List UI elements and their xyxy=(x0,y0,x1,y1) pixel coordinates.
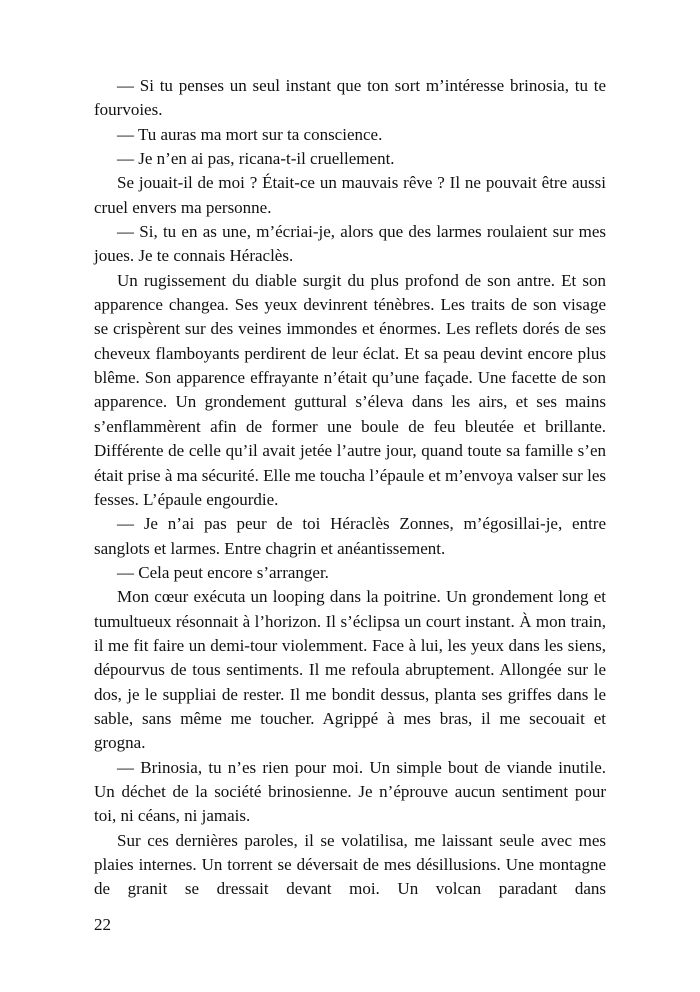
paragraph: — Si, tu en as une, m’écriai-je, alors que des larmes roulaient sur mes joues. Je te connais Héraclès. xyxy=(94,222,606,266)
paragraph: — Cela peut encore s’arranger. xyxy=(117,562,329,582)
paragraph: Se jouait-il de moi ? Était-ce un mauvais rêve ? Il ne pouvait être aussi cruel envers ma personne. xyxy=(94,173,606,217)
body-text xyxy=(94,74,606,902)
page-number: 22 xyxy=(94,915,111,934)
paragraph: — Tu auras ma mort sur ta conscience. xyxy=(117,124,383,144)
paragraph: — Je n’en ai pas, ricana-t-il cruellement. xyxy=(117,149,395,169)
paragraph: Un rugissement du diable surgit du plus profond de son antre. Et son apparence changea. Ses yeux devinrent ténèbres. Les traits de son visage se crispèrent sur des veines immondes et énormes. Les reflets dorés de ses cheveux flamboyants perdirent de leur éclat. Et sa peau devint encore plus blême. Son apparence effrayante n’était qu’une façade. Une facette de son apparence. Un grondement guttural s’éleva dans les airs, et ses mains s’enflammèrent afin de former une boule de feu bleutée et brillante. Différente de celle qu’il avait jetée l’autre jour, quand toute sa famille s’en était prise à ma sécurité. Elle me toucha l’épaule et m’envoya valser sur les fesses. L’épaule engourdie. xyxy=(94,270,606,509)
paragraph: Sur ces dernières paroles, il se volatilisa, me laissant seule avec mes plaies internes. Un torrent se déversait de mes désillusions. Une montagne de granit se dressait devant moi. Un volcan paradant dans xyxy=(94,830,606,899)
paragraph: — Si tu penses un seul instant que ton sort m’intéresse brinosia, tu te fourvoies. xyxy=(94,76,606,120)
paragraph: Mon cœur exécuta un looping dans la poitrine. Un grondement long et tumultueux résonnait à l’horizon. Il s’éclipsa un court instant. À mon train, il me fit faire un demi-tour violemment. Face à lui, les yeux dans les siens, dépourvus de tous sentiments. Il me refoula abruptement. Allongée sur le dos, je le suppliai de rester. Il me bondit dessus, planta ses griffes dans le sable, sans même me toucher. Agrippé à mes bras, il me secouait et grogna. xyxy=(94,587,606,753)
paragraph: — Je n’ai pas peur de toi Héraclès Zonnes, m’égosillai-je, entre sanglots et larmes. Entre chagrin et anéantissement. xyxy=(94,514,606,558)
paragraph: — Brinosia, tu n’es rien pour moi. Un simple bout de viande inutile. Un déchet de la société brinosienne. Je n’éprouve aucun sentiment pour toi, ni céans, ni jamais. xyxy=(94,757,606,826)
